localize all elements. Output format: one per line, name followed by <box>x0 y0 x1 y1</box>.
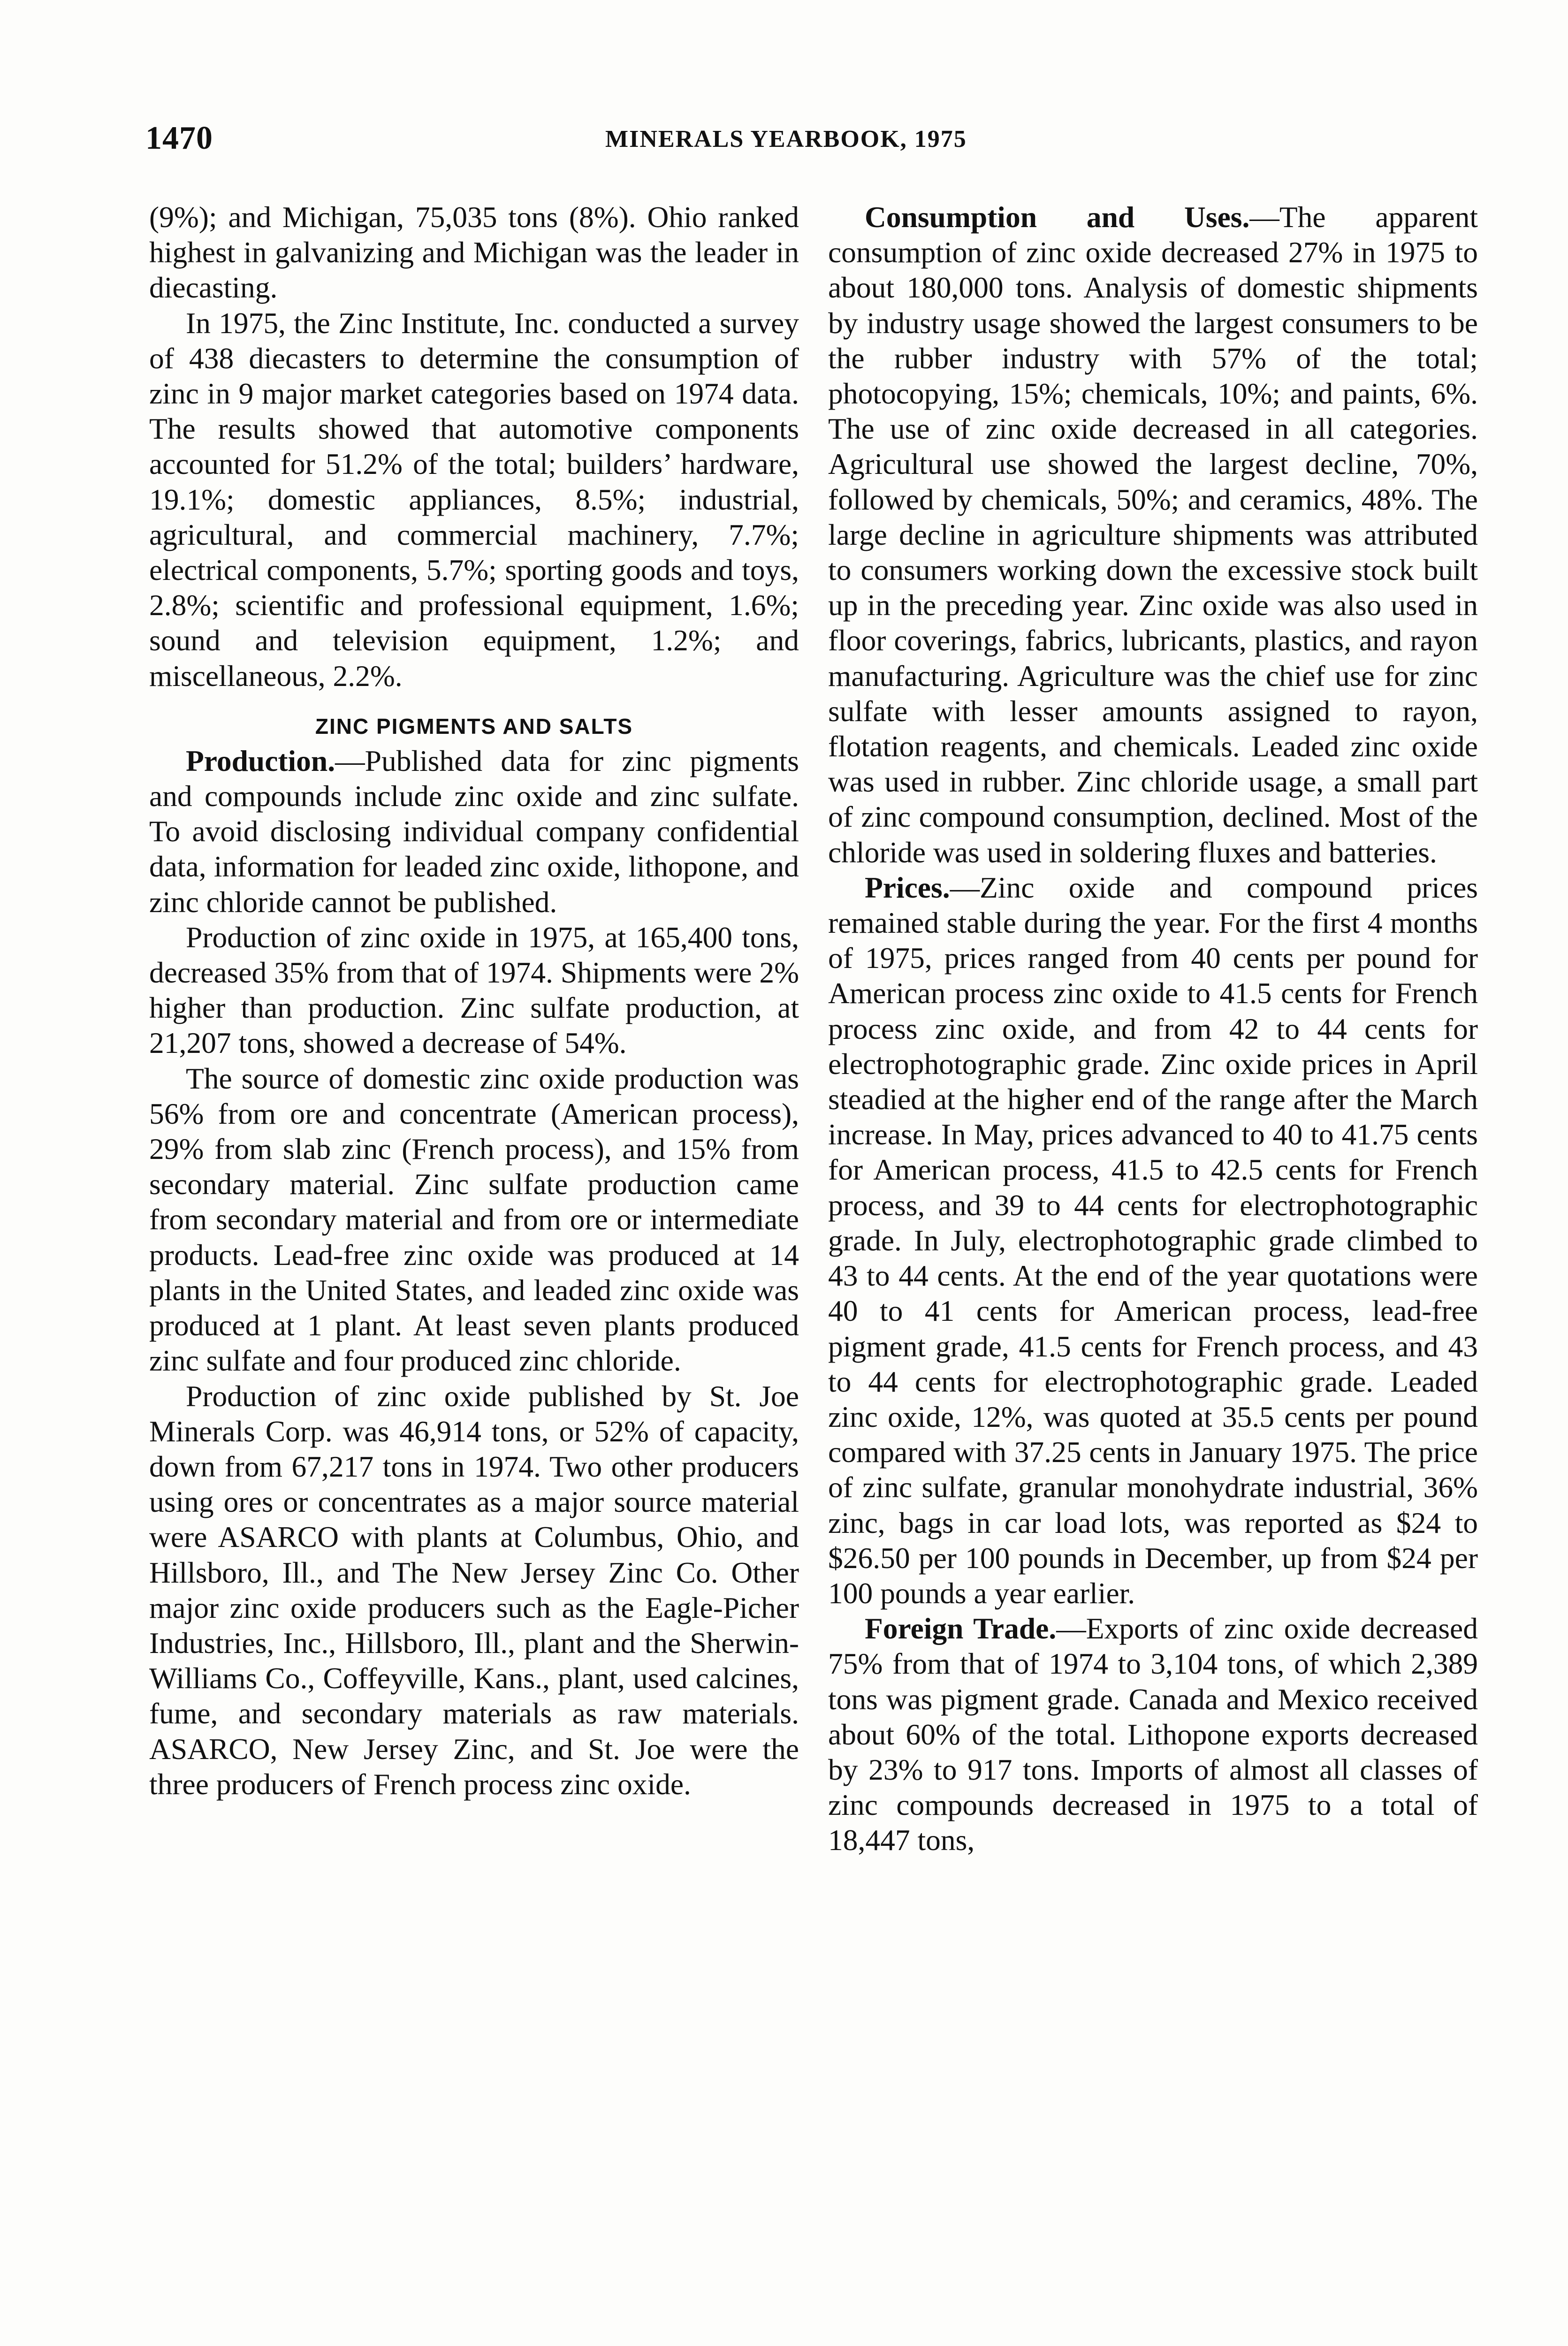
paragraph-zinc-institute-survey: In 1975, the Zinc Institute, Inc. conducted a survey of 438 diecasters to determine the consumption of zinc in 9 major market categories based on 1974 data. The results showed that automotive components accounted for 51.2% of the total; builders’ hardware, 19.1%; domestic appliances, 8.5%; industrial, agricultural, and commercial machinery, 7.7%; electrical components, 5.7%; sporting goods and toys, 2.8%; scientific and professional equipment, 1.6%; sound and television equipment, 1.2%; and miscellaneous, 2.2%. <box>149 306 799 693</box>
paragraph-foreign-trade-body: —Exports of zinc oxide decreased 75% from that of 1974 to 3,104 tons, of which 2,389 tons was pigment grade. Canada and Mexico received about 60% of the total. Lithopone exports decreased by 23% to 917 tons. Imports of almost all classes of zinc compounds decreased in 1975 to a total of 18,447 tons, <box>828 1612 1478 1857</box>
paragraph-prices <box>828 870 1478 1611</box>
page-header <box>145 120 1459 162</box>
running-head: MINERALS YEARBOOK, 1975 <box>605 126 967 152</box>
left-column <box>149 199 799 1802</box>
run-in-heading-prices: Prices. <box>865 870 950 904</box>
paragraph-production <box>149 743 799 920</box>
paragraph-producers: Production of zinc oxide published by St. Joe Minerals Corp. was 46,914 tons, or 52% of capacity, down from 67,217 tons in 1974. Two other producers using ores or concentrates as a major source material were ASARCO with plants at Columbus, Ohio, and Hillsboro, Ill., and The New Jersey Zinc Co. Other major zinc oxide producers such as the Eagle-Picher Industries, Inc., Hillsboro, Ill., plant and the Sherwin-Williams Co., Coffeyville, Kans., plant, used calcines, fume, and secondary materials as raw materials. ASARCO, New Jersey Zinc, and St. Joe were the three producers of French process zinc oxide. <box>149 1379 799 1801</box>
paragraph-zinc-oxide-production: Production of zinc oxide in 1975, at 165,400 tons, decreased 35% from that of 1974. Shipments were 2% higher than production. Zinc sulfate production, at 21,207 tons, showed a decrease of 54%. <box>149 920 799 1060</box>
paragraph-continuation: (9%); and Michigan, 75,035 tons (8%). Ohio ranked highest in galvanizing and Michigan was the leader in diecasting. <box>149 200 799 305</box>
page-number: 1470 <box>145 120 213 156</box>
paragraph-prices-body: —Zinc oxide and compound prices remained stable during the year. For the first 4 months of 1975, prices ranged from 40 cents per pound for American process zinc oxide to 41.5 cents for French process zinc oxide, and from 42 to 44 cents for electrophotographic grade. Zinc oxide prices in April steadied at the higher end of the range after the March increase. In May, prices advanced to 40 to 41.75 cents for American process, 41.5 to 42.5 cents for French process, and 39 to 44 cents for electrophotographic grade. In July, electrophotographic grade climbed to 43 to 44 cents. At the end of the year quotations were 40 to 41 cents for American process, lead-free pigment grade, 41.5 cents for French process, and 43 to 44 cents for electrophotographic grade. Leaded zinc oxide, 12%, was quoted at 35.5 cents per pound compared with 37.25 cents in January 1975. The price of zinc sulfate, granular monohydrate industrial, 36% zinc, bags in car load lots, was reported as $24 to $26.50 per 100 pounds in December, up from $24 per 100 pounds a year earlier. <box>828 870 1478 1610</box>
paragraph-consumption-body: —The apparent consumption of zinc oxide decreased 27% in 1975 to about 180,000 tons. Analysis of domestic shipments by industry usage showed the largest consumers to be the rubber industry with 57% of the total; photocopying, 15%; chemicals, 10%; and paints, 6%. The use of zinc oxide decreased in all categories. Agricultural use showed the largest decline, 70%, followed by chemicals, 50%; and ceramics, 48%. The large decline in agriculture shipments was attributed to consumers working down the excessive stock built up in the preceding year. Zinc oxide was also used in floor coverings, fabrics, lubricants, plastics, and rayon manufacturing. Agriculture was the chief use for zinc sulfate with lesser amounts assigned to rayon, flotation reagents, and chemicals. Leaded zinc oxide was used in rubber. Zinc chloride usage, a small part of zinc compound consumption, declined. Most of the chloride was used in soldering fluxes and batteries. <box>828 200 1478 869</box>
paragraph-consumption <box>828 199 1478 870</box>
paragraph-foreign-trade <box>828 1611 1478 1858</box>
run-in-heading-foreign-trade: Foreign Trade. <box>865 1612 1057 1645</box>
paragraph-domestic-sources: The source of domestic zinc oxide production was 56% from ore and concentrate (American process), 29% from slab zinc (French process), and 15% from secondary material. Zinc sulfate production came from secondary material and from ore or intermediate products. Lead-free zinc oxide was produced at 14 plants in the United States, and leaded zinc oxide was produced at 1 plant. At least seven plants produced zinc sulfate and four produced zinc chloride. <box>149 1061 799 1378</box>
paragraph-production-body: —Published data for zinc pigments and compounds include zinc oxide and zinc sulfate. To avoid disclosing individual company confidential data, information for leaded zinc oxide, lithopone, and zinc chloride cannot be published. <box>149 744 799 919</box>
right-column <box>828 199 1478 1858</box>
run-in-heading-production: Production. <box>186 744 335 777</box>
run-in-heading-consumption: Consumption and Uses. <box>865 200 1250 234</box>
section-heading-zinc-pigments: ZINC PIGMENTS AND SALTS <box>315 714 633 739</box>
